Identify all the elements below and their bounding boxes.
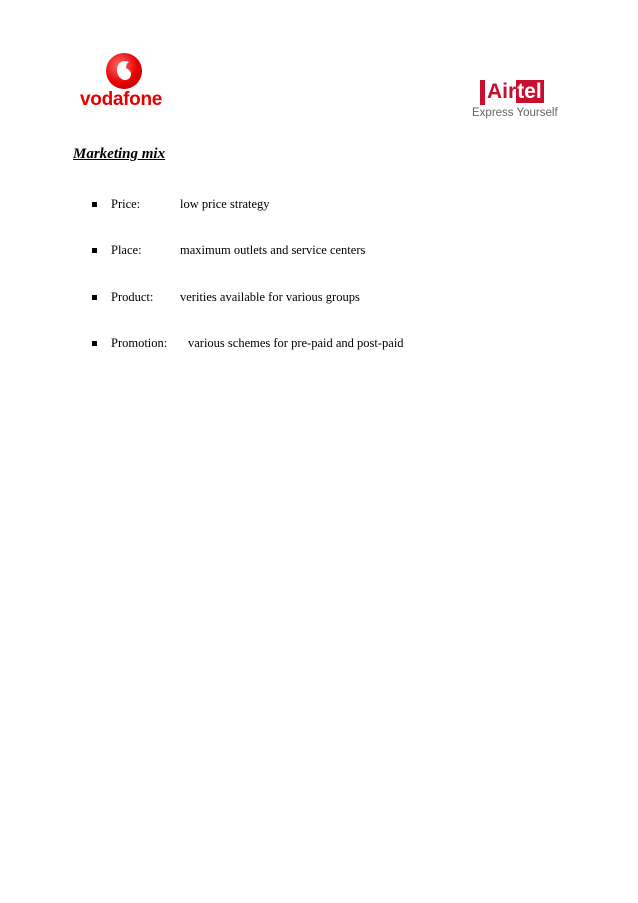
airtel-wordmark-tel: tel bbox=[517, 80, 542, 103]
airtel-wordmark bbox=[487, 79, 544, 105]
square-bullet-icon bbox=[92, 202, 97, 207]
square-bullet-icon bbox=[92, 248, 97, 253]
airtel-tagline: Express Yourself bbox=[472, 107, 558, 119]
item-description: low price strategy bbox=[180, 197, 270, 211]
airtel-logo bbox=[470, 76, 570, 124]
vodafone-speechmark-icon bbox=[106, 53, 142, 89]
airtel-wordmark-air: Air bbox=[487, 80, 517, 103]
item-label: Product: bbox=[111, 290, 154, 304]
vodafone-wordmark: vodafone bbox=[80, 89, 163, 110]
item-label: Place: bbox=[111, 243, 142, 257]
vodafone-logo bbox=[80, 50, 170, 114]
item-label: Price: bbox=[111, 197, 141, 211]
item-label: Promotion: bbox=[111, 336, 168, 350]
square-bullet-icon bbox=[92, 341, 97, 346]
item-description: various schemes for pre-paid and post-paid bbox=[188, 336, 404, 350]
item-description: verities available for various groups bbox=[180, 290, 360, 304]
airtel-bar-icon bbox=[480, 80, 485, 105]
section-heading: Marketing mix bbox=[73, 146, 166, 162]
square-bullet-icon bbox=[92, 295, 97, 300]
item-description: maximum outlets and service centers bbox=[180, 243, 366, 257]
